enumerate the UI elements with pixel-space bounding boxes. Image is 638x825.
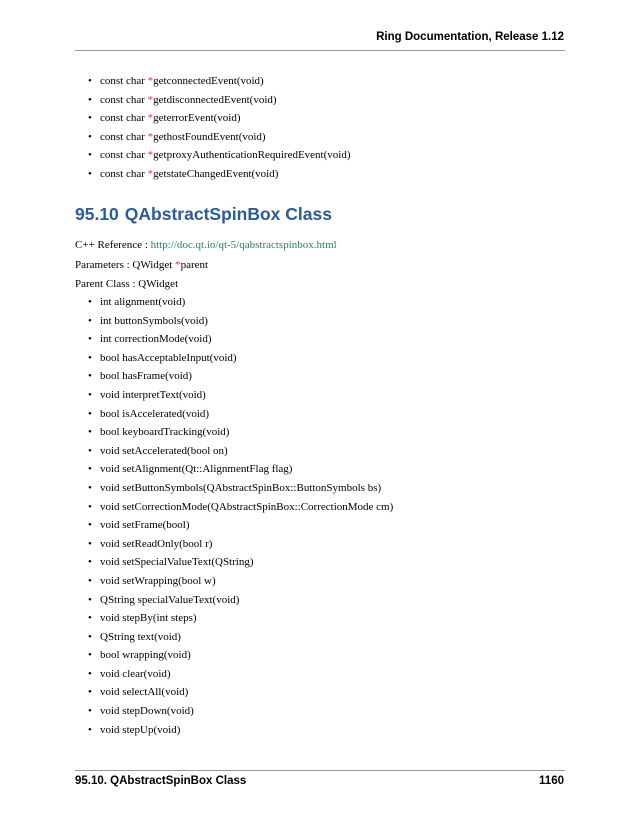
list-item: • int correctionMode(void) xyxy=(88,332,393,351)
list-item: • void selectAll(void) xyxy=(88,685,393,704)
list-item: • void interpretText(void) xyxy=(88,388,393,407)
list-item: • const char *getconnectedEvent(void) xyxy=(88,74,351,93)
section-number: 95.10 xyxy=(75,204,119,224)
footer-section-title: 95.10. QAbstractSpinBox Class xyxy=(75,775,247,787)
parent-class-line: Parent Class : QWidget xyxy=(75,278,179,290)
list-item: • void setCorrectionMode(QAbstractSpinBox::CorrectionMode cm) xyxy=(88,500,393,519)
cpp-reference-line xyxy=(75,238,337,252)
list-item: • const char *geterrorEvent(void) xyxy=(88,111,351,130)
list-item: • void setReadOnly(bool r) xyxy=(88,537,393,556)
section-heading xyxy=(75,204,332,225)
page-number: 1160 xyxy=(539,775,564,787)
list-item: • void setButtonSymbols(QAbstractSpinBox::ButtonSymbols bs) xyxy=(88,481,393,500)
list-item: • int alignment(void) xyxy=(88,295,393,314)
header-divider xyxy=(75,50,565,51)
section-title-text: QAbstractSpinBox Class xyxy=(124,204,332,224)
list-item: • const char *getstateChangedEvent(void) xyxy=(88,167,351,186)
list-item: • const char *getproxyAuthenticationRequiredEvent(void) xyxy=(88,148,351,167)
footer-divider xyxy=(75,770,565,771)
list-item: • void clear(void) xyxy=(88,667,393,686)
list-item: • QString text(void) xyxy=(88,630,393,649)
list-item: • bool keyboardTracking(void) xyxy=(88,425,393,444)
list-item: • bool hasFrame(void) xyxy=(88,369,393,388)
cpp-reference-label: C++ Reference : xyxy=(75,239,151,251)
method-list xyxy=(88,295,393,741)
event-getter-list xyxy=(88,74,351,186)
running-header: Ring Documentation, Release 1.12 xyxy=(376,31,564,43)
list-item: • const char *gethostFoundEvent(void) xyxy=(88,130,351,149)
list-item: • void stepBy(int steps) xyxy=(88,611,393,630)
list-item: • void setWrapping(bool w) xyxy=(88,574,393,593)
list-item: • bool wrapping(void) xyxy=(88,648,393,667)
list-item: • void setAlignment(Qt::AlignmentFlag flag) xyxy=(88,462,393,481)
list-item: • bool hasAcceptableInput(void) xyxy=(88,351,393,370)
list-item: • int buttonSymbols(void) xyxy=(88,314,393,333)
list-item: • void setSpecialValueText(QString) xyxy=(88,555,393,574)
list-item: • void stepUp(void) xyxy=(88,723,393,742)
list-item: • void setAccelerated(bool on) xyxy=(88,444,393,463)
list-item: • bool isAccelerated(void) xyxy=(88,407,393,426)
list-item: • QString specialValueText(void) xyxy=(88,593,393,612)
list-item: • void stepDown(void) xyxy=(88,704,393,723)
cpp-reference-link[interactable]: http://doc.qt.io/qt-5/qabstractspinbox.html xyxy=(150,239,337,251)
list-item: • void setFrame(bool) xyxy=(88,518,393,537)
parameters-line: Parameters : QWidget *parent xyxy=(75,259,209,271)
list-item: • const char *getdisconnectedEvent(void) xyxy=(88,93,351,112)
